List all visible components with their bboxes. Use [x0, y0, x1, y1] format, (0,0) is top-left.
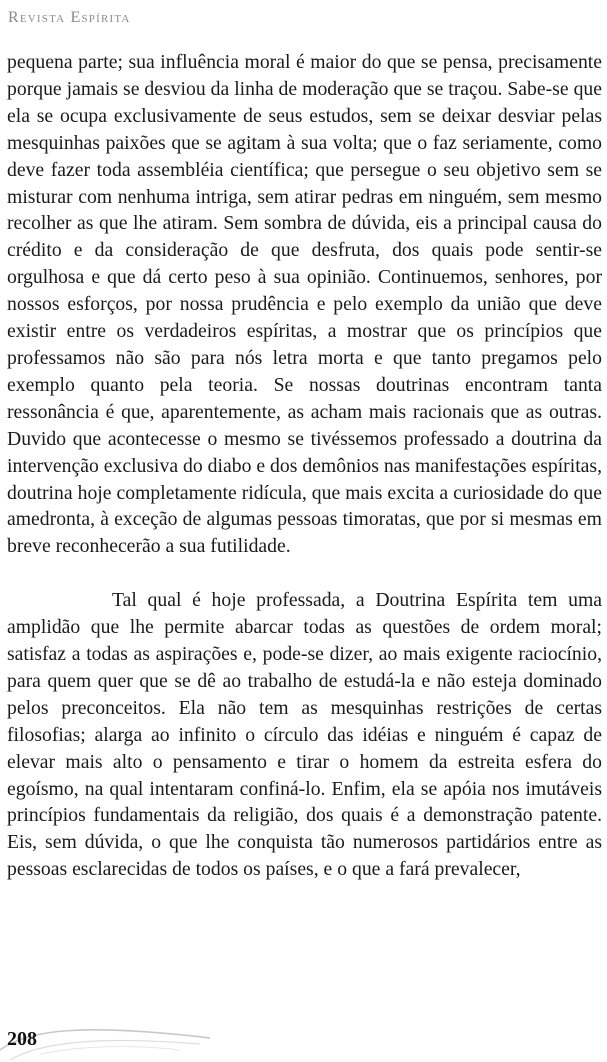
- running-header: Revista Espírita: [8, 9, 131, 26]
- body-text: [7, 49, 602, 883]
- page-footer: [0, 1020, 607, 1062]
- paragraph-1: pequena parte; sua influência moral é maior do que se pensa, precisamente porque jamais se desviou da linha de moderação que se traçou. Sabe-se que ela se ocupa exclusivamente de seus estudos, sem se deixar desviar pelas mesquinhas paixões que se agitam à sua volta; que o faz seriamente, como deve fazer toda assembléia científica; que persegue o seu objetivo sem se misturar com nenhuma intriga, sem atirar pedras em ninguém, sem mesmo recolher as que lhe atiram. Sem sombra de dúvida, eis a principal causa do crédito e da consideração de que desfruta, dos quais pode sentir-se orgulhosa e que dá certo peso à sua opinião. Continuemos, senhores, por nossos esforços, por nossa prudência e pelo exemplo da união que deve existir entre os verdadeiros espíritas, a mostrar que os princípios que professamos não são para nós letra morta e que tanto pregamos pelo exemplo quanto pela teoria. Se nossas doutrinas encontram tanta ressonância é que, aparentemente, as acham mais racionais que as outras. Duvido que acontecesse o mesmo se tivéssemos professado a doutrina da intervenção exclusiva do diabo e dos demônios nas manifestações espíritas, doutrina hoje completamente ridícula, que mais excita a curiosidade do que amedronta, à exceção de algumas pessoas timoratas, que por si mesmas em breve reconhecerão a sua futilidade.: [7, 51, 602, 558]
- paragraph-2: Tal qual é hoje professada, a Doutrina Espírita tem uma amplidão que lhe permite abarcar todas as questões de ordem moral; satisfaz a todas as aspirações e, pode-se dizer, ao mais exigente raciocínio, para quem quer que se dê ao trabalho de estudá-la e não esteja dominado pelos preconceitos. Ela não tem as mesquinhas restrições de certas filosofias; alarga ao infinito o círculo das idéias e ninguém é capaz de elevar mais alto o pensamento e tirar o homem da estreita esfera do egoísmo, na qual intentaram confiná-lo. Enfim, ela se apóia nos imutáveis princípios fundamentais da religião, dos quais é a demonstração patente. Eis, sem dúvida, o que lhe conquista tão numerosos partidários entre as pessoas esclarecidas de todos os países, e o que a fará prevalecer,: [7, 589, 602, 881]
- page-number: 208: [7, 1028, 37, 1050]
